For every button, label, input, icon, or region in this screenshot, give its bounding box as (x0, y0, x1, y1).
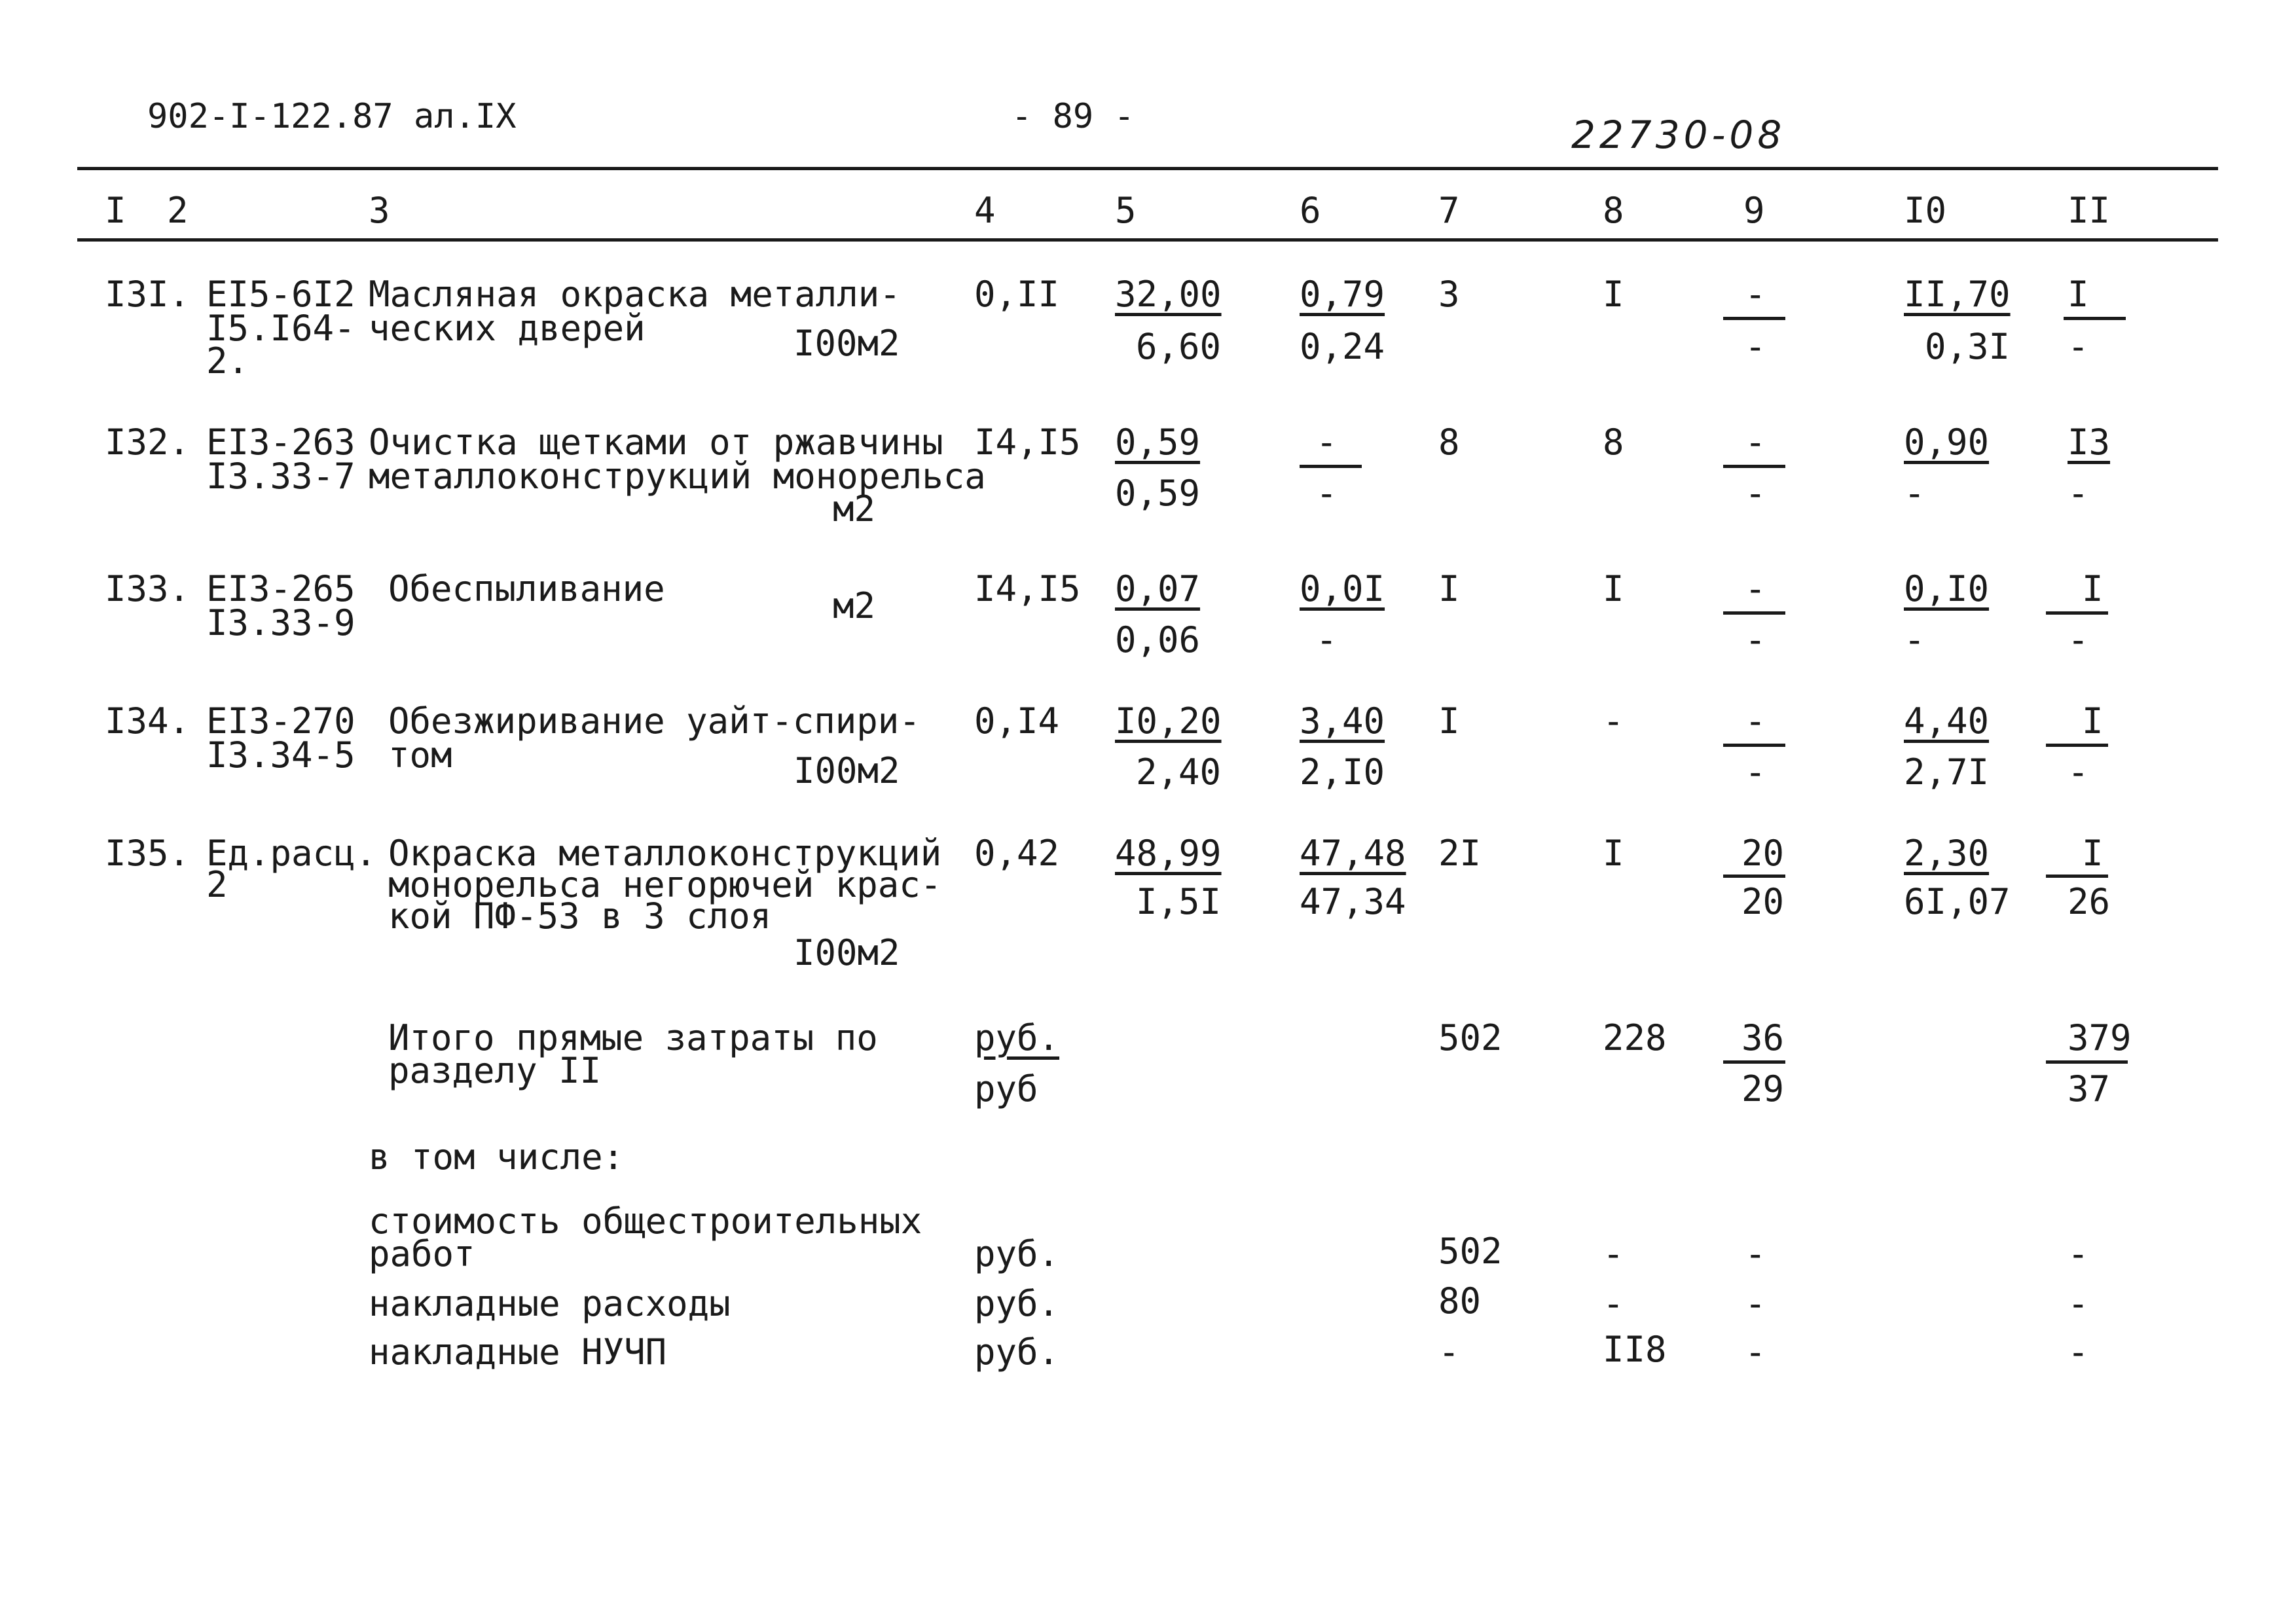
unit: I00м2 (793, 932, 900, 973)
col-header-4: 4 (974, 190, 996, 231)
col9-top: - (1745, 274, 1766, 315)
rate-code: EI3-263 (206, 422, 355, 463)
rate-code-2: I3.33-7 (206, 456, 355, 497)
col-header-7: 7 (1438, 190, 1460, 231)
col7: 8 (1438, 422, 1460, 463)
document-code: 902-I-122.87 ал.IX (147, 97, 517, 136)
rate-code: EI5-6I2 (206, 274, 355, 315)
col11-bottom: 26 (2068, 881, 2111, 922)
col10-top: 4,40 (1904, 700, 1990, 742)
breakdown-col11: - (2068, 1233, 2089, 1274)
col6-fraction-bar (1300, 465, 1362, 468)
rate-code-3: 2. (206, 340, 249, 382)
breakdown-unit: руб. (974, 1331, 1060, 1373)
col-header-2: 2 (167, 190, 189, 231)
totals-col9-top: 36 (1741, 1017, 1785, 1058)
col9-bottom: - (1745, 326, 1766, 367)
col10-top: 2,30 (1904, 833, 1990, 874)
col11-fraction-bar (2046, 744, 2108, 747)
col6-bottom: - (1316, 473, 1338, 514)
row-number: I3I. (105, 274, 191, 315)
col6-top: 0,79 (1300, 274, 1385, 315)
col8: I (1603, 568, 1624, 609)
col5-top: I0,20 (1115, 700, 1222, 742)
totals-col9-bottom: 29 (1741, 1068, 1785, 1110)
col11-bottom: - (2068, 751, 2089, 793)
col6-top: - (1316, 422, 1338, 463)
col6-top: 0,0I (1300, 568, 1385, 609)
rate-code-2: I3.34-5 (206, 734, 355, 776)
breakdown-col9: - (1745, 1233, 1766, 1274)
col9-fraction-bar (1723, 875, 1785, 878)
rate-code-2: I3.33-9 (206, 602, 355, 643)
quantity: 0,I4 (974, 700, 1060, 742)
col10-top: II,70 (1904, 274, 2011, 315)
totals-col11-fraction-bar (2046, 1060, 2128, 1064)
col11-top: I (2082, 568, 2104, 609)
totals-label-2: разделу II (388, 1050, 602, 1091)
col5-top: 0,07 (1115, 568, 1201, 609)
rate-code: Ед.расц. (206, 833, 377, 874)
col11-fraction-bar (2046, 611, 2108, 615)
rate-code: EI3-265 (206, 568, 355, 609)
col10-bottom: 2,7I (1904, 751, 1990, 793)
totals-unit-top: руб. (974, 1017, 1060, 1058)
totals-col7: 502 (1438, 1017, 1503, 1058)
col9-fraction-bar (1723, 611, 1785, 615)
work-name-2: ческих дверей (369, 308, 646, 349)
col11-top: I3 (2068, 422, 2111, 463)
breakdown-label: накладные расходы (369, 1283, 731, 1324)
quantity: 0,II (974, 274, 1060, 315)
unit: I00м2 (793, 750, 900, 791)
quantity: 0,42 (974, 833, 1060, 874)
col7: 3 (1438, 274, 1460, 315)
col11-top: I (2068, 274, 2089, 315)
col-header-11: II (2068, 190, 2111, 231)
work-name-2: металлоконструкций монорельса (369, 456, 986, 497)
col11-bottom: - (2068, 619, 2089, 660)
col11-top: I (2082, 700, 2104, 742)
col-header-1: I (105, 190, 126, 231)
rate-code-2: 2 (206, 864, 228, 905)
col9-fraction-bar (1723, 317, 1785, 320)
col8: I (1603, 833, 1624, 874)
unit: м2 (833, 585, 876, 626)
breakdown-col7: 502 (1438, 1231, 1503, 1272)
col10-top: 0,90 (1904, 422, 1990, 463)
col5-top: 48,99 (1115, 833, 1222, 874)
row-number: I35. (105, 833, 191, 874)
col9-bottom: - (1745, 751, 1766, 793)
col11-top: I (2082, 833, 2104, 874)
col5-bottom: 6,60 (1136, 326, 1222, 367)
totals-col9-fraction-bar (1723, 1060, 1785, 1064)
breakdown-col9: - (1745, 1283, 1766, 1324)
work-name: Масляная окраска металли- (369, 274, 901, 315)
col5-bottom: 0,06 (1115, 619, 1201, 660)
col9-top: - (1745, 422, 1766, 463)
work-name-2: монорельса негорючей крас- (388, 864, 942, 905)
col11-fraction-bar (2046, 875, 2108, 878)
totals-label: Итого прямые затраты по (388, 1017, 878, 1058)
stamp-code: 22730-08 (1571, 113, 1786, 157)
breakdown-unit: руб. (974, 1233, 1060, 1274)
breakdown-label-2: работ (369, 1233, 475, 1274)
col9-top: 20 (1741, 833, 1785, 874)
col5-bottom: 2,40 (1136, 751, 1222, 793)
col6-bottom: 0,24 (1300, 326, 1385, 367)
col10-top: 0,I0 (1904, 568, 1990, 609)
totals-unit-bottom: руб (974, 1068, 1038, 1110)
unit: м2 (833, 488, 876, 530)
quantity: I4,I5 (974, 568, 1081, 609)
totals-col11-top: 379 (2068, 1017, 2132, 1058)
col10-bottom: - (1904, 473, 1925, 514)
quantity: I4,I5 (974, 422, 1081, 463)
col-header-9: 9 (1743, 190, 1765, 231)
col11-fraction-bar (2064, 317, 2126, 320)
breakdown-col11: - (2068, 1331, 2089, 1373)
breakdown-col11: - (2068, 1283, 2089, 1324)
header-top-rule (77, 167, 2218, 170)
rate-code-2: I5.I64- (206, 308, 355, 349)
breakdown-label: накладные НУЧП (369, 1331, 667, 1373)
breakdown-col9: - (1745, 1331, 1766, 1373)
col-header-5: 5 (1115, 190, 1137, 231)
breakdown-col8: - (1603, 1233, 1624, 1274)
col7: I (1438, 700, 1460, 742)
breakdown-unit: руб. (974, 1283, 1060, 1324)
row-number: I34. (105, 700, 191, 742)
col11-bottom: - (2068, 473, 2089, 514)
breakdown-col8: - (1603, 1283, 1624, 1324)
work-name: Очистка щетками от ржавчины (369, 422, 943, 463)
col-header-8: 8 (1603, 190, 1624, 231)
breakdown-label: стоимость общестроительных (369, 1200, 922, 1242)
row-number: I32. (105, 422, 191, 463)
col11-bottom: - (2068, 326, 2089, 367)
col7: I (1438, 568, 1460, 609)
breakdown-heading: в том числе: (369, 1136, 625, 1178)
totals-col11-bottom: 37 (2068, 1068, 2111, 1110)
work-name: Обезжиривание уайт-спири- (388, 700, 920, 742)
col5-bottom: I,5I (1136, 881, 1222, 922)
totals-col8: 228 (1603, 1017, 1667, 1058)
header-bottom-rule (77, 238, 2218, 242)
col6-top: 47,48 (1300, 833, 1406, 874)
work-name: Обеспыливание (388, 568, 665, 609)
col6-bottom: 47,34 (1300, 881, 1406, 922)
col9-bottom: - (1745, 473, 1766, 514)
col8: I (1603, 274, 1624, 315)
col8: - (1603, 700, 1624, 742)
col10-bottom: 6I,07 (1904, 881, 2011, 922)
rate-code: EI3-270 (206, 700, 355, 742)
col-header-3: 3 (369, 190, 390, 231)
col5-top: 0,59 (1115, 422, 1201, 463)
col7: 2I (1438, 833, 1482, 874)
row-number: I33. (105, 568, 191, 609)
col9-fraction-bar (1723, 465, 1785, 468)
unit: I00м2 (793, 323, 900, 364)
page-number: - 89 - (1011, 97, 1135, 136)
col8: 8 (1603, 422, 1624, 463)
col10-bottom: 0,3I (1925, 326, 2011, 367)
col9-top: - (1745, 700, 1766, 742)
work-name-2: том (388, 734, 452, 776)
breakdown-col8: II8 (1603, 1329, 1667, 1370)
breakdown-col7: 80 (1438, 1280, 1482, 1322)
col6-bottom: - (1316, 619, 1338, 660)
col5-bottom: 0,59 (1115, 473, 1201, 514)
col6-top: 3,40 (1300, 700, 1385, 742)
work-name: Окраска металлоконструкций (388, 833, 942, 874)
col9-bottom: - (1745, 619, 1766, 660)
col6-bottom: 2,I0 (1300, 751, 1385, 793)
breakdown-col7: - (1438, 1331, 1460, 1373)
work-name-3: кой ПФ-53 в 3 слоя (388, 895, 772, 937)
col-header-6: 6 (1300, 190, 1321, 231)
col-header-10: I0 (1904, 190, 1947, 231)
col9-fraction-bar (1723, 744, 1785, 747)
col5-top: 32,00 (1115, 274, 1222, 315)
col9-bottom: 20 (1741, 881, 1785, 922)
col10-bottom: - (1904, 619, 1925, 660)
col9-top: - (1745, 568, 1766, 609)
